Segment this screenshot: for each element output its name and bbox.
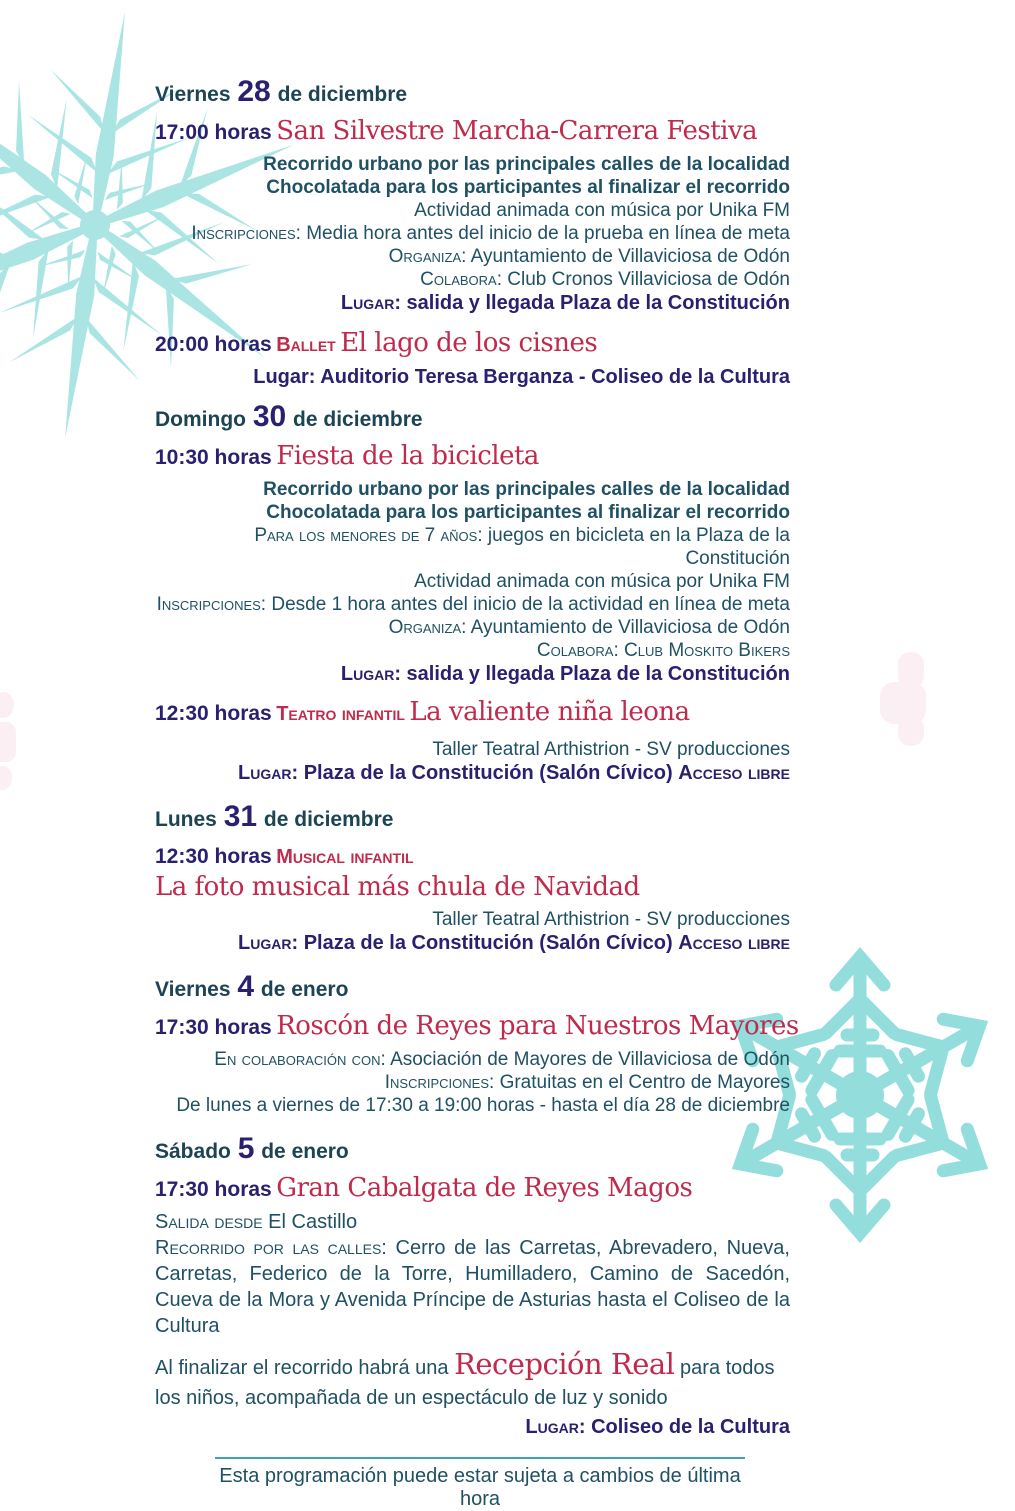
event-title-line (155, 844, 790, 872)
detail-label: Colabora: (420, 269, 503, 290)
day-header (155, 971, 790, 1006)
event-title: La foto musical más chula de Navidad (155, 872, 640, 902)
event-details (155, 365, 790, 389)
day-suffix: de enero (260, 978, 349, 1001)
detail-line (155, 639, 790, 662)
detail-line: Recorrido urbano por las principales calles de la localidad (263, 479, 790, 500)
event-title-line (155, 1008, 799, 1048)
place-label: Lugar: (238, 932, 299, 954)
day-number: 5 (237, 1132, 255, 1165)
day-name: Viernes (155, 83, 231, 106)
detail-label: Organiza: (388, 246, 467, 267)
event-title: San Silvestre Marcha-Carrera Festiva (276, 116, 758, 146)
detail-label: Inscripciones: (384, 1072, 495, 1093)
faint-snowflake-fragment (898, 716, 924, 746)
event-category: Musical infantil (276, 846, 414, 868)
detail-label: Para los menores de 7 años: (254, 525, 483, 546)
place-text: salida y llegada Plaza de la Constitución (406, 663, 790, 685)
event-time: 17:00 horas (155, 121, 272, 144)
detail-line (155, 268, 790, 291)
place-line (155, 365, 790, 389)
detail-line (155, 524, 790, 570)
day-suffix: de diciembre (293, 408, 423, 431)
detail-text: Media hora antes del inicio de la prueba en línea de meta (306, 223, 790, 244)
detail-label: Inscripciones: (156, 594, 267, 615)
place-line (155, 931, 790, 955)
day-name: Sábado (155, 1140, 231, 1163)
detail-line: Recorrido urbano por las principales calles de la localidad (263, 154, 790, 175)
event-title: Roscón de Reyes para Nuestros Mayores (276, 1011, 799, 1041)
detail-line (155, 1071, 790, 1094)
event-details (155, 478, 790, 686)
place-label: Lugar: (340, 663, 401, 685)
place-line (155, 761, 790, 785)
day-header (155, 1133, 790, 1168)
event-details (155, 908, 790, 955)
detail-label: En colaboración con: (214, 1049, 386, 1070)
day-suffix: de enero (261, 1140, 349, 1163)
place-text: salida y llegada Plaza de la Constitución (406, 292, 790, 314)
day-number: 4 (237, 970, 255, 1003)
closing-text: Al finalizar el recorrido habrá una (155, 1357, 449, 1379)
day-number: 31 (223, 800, 258, 833)
detail-text: Asociación de Mayores de Villaviciosa de Odón (390, 1049, 790, 1070)
event-time: 12:30 horas (155, 845, 272, 868)
place-label: Lugar: (238, 762, 299, 784)
detail-text: Gratuitas en el Centro de Mayores (499, 1072, 790, 1093)
detail-line: Actividad animada con música por Unika FM (414, 571, 790, 592)
detail-line (155, 1048, 790, 1071)
detail-text: Ayuntamiento de Villaviciosa de Odón (470, 246, 790, 267)
day-header (155, 801, 790, 836)
place-text: Auditorio Teresa Berganza - Coliseo de la Cultura (320, 366, 790, 388)
detail-line (155, 222, 790, 245)
place-text: Plaza de la Constitución (Salón Cívico) (303, 762, 673, 784)
event-title-line (155, 113, 790, 153)
event-title: Fiesta de la bicicleta (276, 441, 539, 471)
detail-label: Colabora: (536, 640, 619, 661)
faint-snowflake-fragment (0, 722, 16, 762)
faint-snowflake-fragment (898, 652, 924, 688)
day-name: Lunes (155, 808, 217, 831)
place-line (155, 1415, 790, 1439)
detail-text: Club Cronos Villaviciosa de Odón (507, 269, 790, 290)
event-title: El lago de los cisnes (340, 328, 598, 358)
event-title: Gran Cabalgata de Reyes Magos (276, 1173, 693, 1203)
place-label: Lugar: (525, 1416, 586, 1438)
faint-snowflake-fragment (0, 766, 12, 790)
faint-snowflake-fragment (0, 692, 14, 718)
place-extra: Acceso libre (678, 762, 790, 784)
detail-label: Salida desde (155, 1211, 263, 1233)
program (155, 75, 799, 1511)
closing-text: para todos los niños, acompañada de un espectáculo de luz y sonido (155, 1357, 775, 1409)
detail-line (155, 245, 790, 268)
detail-text: El Castillo (268, 1211, 358, 1233)
place-label: Lugar: (340, 292, 401, 314)
detail-line: Chocolatada para los participantes al finalizar el recorrido (266, 177, 790, 198)
place-line (155, 291, 790, 315)
detail-line (155, 1235, 790, 1339)
event-details (155, 1210, 790, 1339)
detail-label: Recorrido por las calles: (155, 1237, 387, 1259)
footer-note: Esta programación puede estar sujeta a cambios de última hora (219, 1465, 741, 1510)
day-suffix: de diciembre (263, 808, 394, 831)
place-text: Coliseo de la Cultura (591, 1416, 790, 1438)
divider (215, 1457, 745, 1459)
event-time: 10:30 horas (155, 446, 272, 469)
event-details (155, 1415, 790, 1439)
event-time: 17:30 horas (155, 1016, 272, 1039)
event-title-line (155, 325, 790, 365)
day-number: 28 (237, 75, 271, 108)
place-label: Lugar: (253, 366, 316, 388)
place-line (155, 662, 790, 686)
closing-paragraph (155, 1349, 790, 1413)
event-title: La valiente niña leona (409, 697, 690, 727)
event-details (155, 738, 790, 785)
day-suffix: de diciembre (277, 83, 408, 106)
detail-label: Organiza: (388, 617, 467, 638)
event-details (155, 153, 790, 315)
detail-line: Taller Teatral Arthistrion - SV producciones (432, 739, 790, 760)
event-details (155, 1048, 790, 1117)
detail-line: Chocolatada para los participantes al finalizar el recorrido (266, 502, 790, 523)
day-number: 30 (252, 400, 287, 433)
detail-text: Club Moskito Bikers (624, 640, 790, 661)
detail-text: juegos en bicicleta en la Plaza de la Constitución (487, 525, 790, 569)
event-title-line (155, 438, 790, 478)
place-extra: Acceso libre (678, 932, 790, 954)
day-name: Domingo (155, 408, 246, 431)
day-header (155, 401, 790, 436)
event-time: 12:30 horas (155, 702, 272, 725)
day-header (155, 76, 790, 111)
detail-text: Desde 1 hora antes del inicio de la actividad en línea de meta (271, 594, 790, 615)
detail-line: Taller Teatral Arthistrion - SV producciones (432, 909, 790, 930)
event-category: Teatro infantil (276, 703, 405, 725)
detail-line: Actividad animada con música por Unika FM (414, 200, 790, 221)
detail-label: Inscripciones: (191, 223, 301, 244)
detail-line (155, 1210, 790, 1235)
detail-line (155, 593, 790, 616)
closing-highlight: Recepción Real (454, 1347, 675, 1381)
event-title-line (155, 1170, 790, 1210)
event-category: Ballet (276, 334, 336, 356)
detail-line (155, 616, 790, 639)
event-time: 20:00 horas (155, 333, 272, 356)
detail-text: Ayuntamiento de Villaviciosa de Odón (470, 617, 790, 638)
detail-line: De lunes a viernes de 17:30 a 19:00 horas - hasta el día 28 de diciembre (176, 1095, 790, 1116)
place-text: Plaza de la Constitución (Salón Cívico) (303, 932, 673, 954)
day-name: Viernes (155, 978, 231, 1001)
detail-text: Cerro de las Carretas, Abrevadero, Nueva, Carretas, Federico de la Torre, Humilladero, Camino de Sacedón, Cueva de la Mora y Avenida Príncipe de Asturias hasta el Coliseo de la Cultura (155, 1237, 790, 1337)
event-title-line (155, 694, 790, 734)
event-time: 17:30 horas (155, 1178, 272, 1201)
